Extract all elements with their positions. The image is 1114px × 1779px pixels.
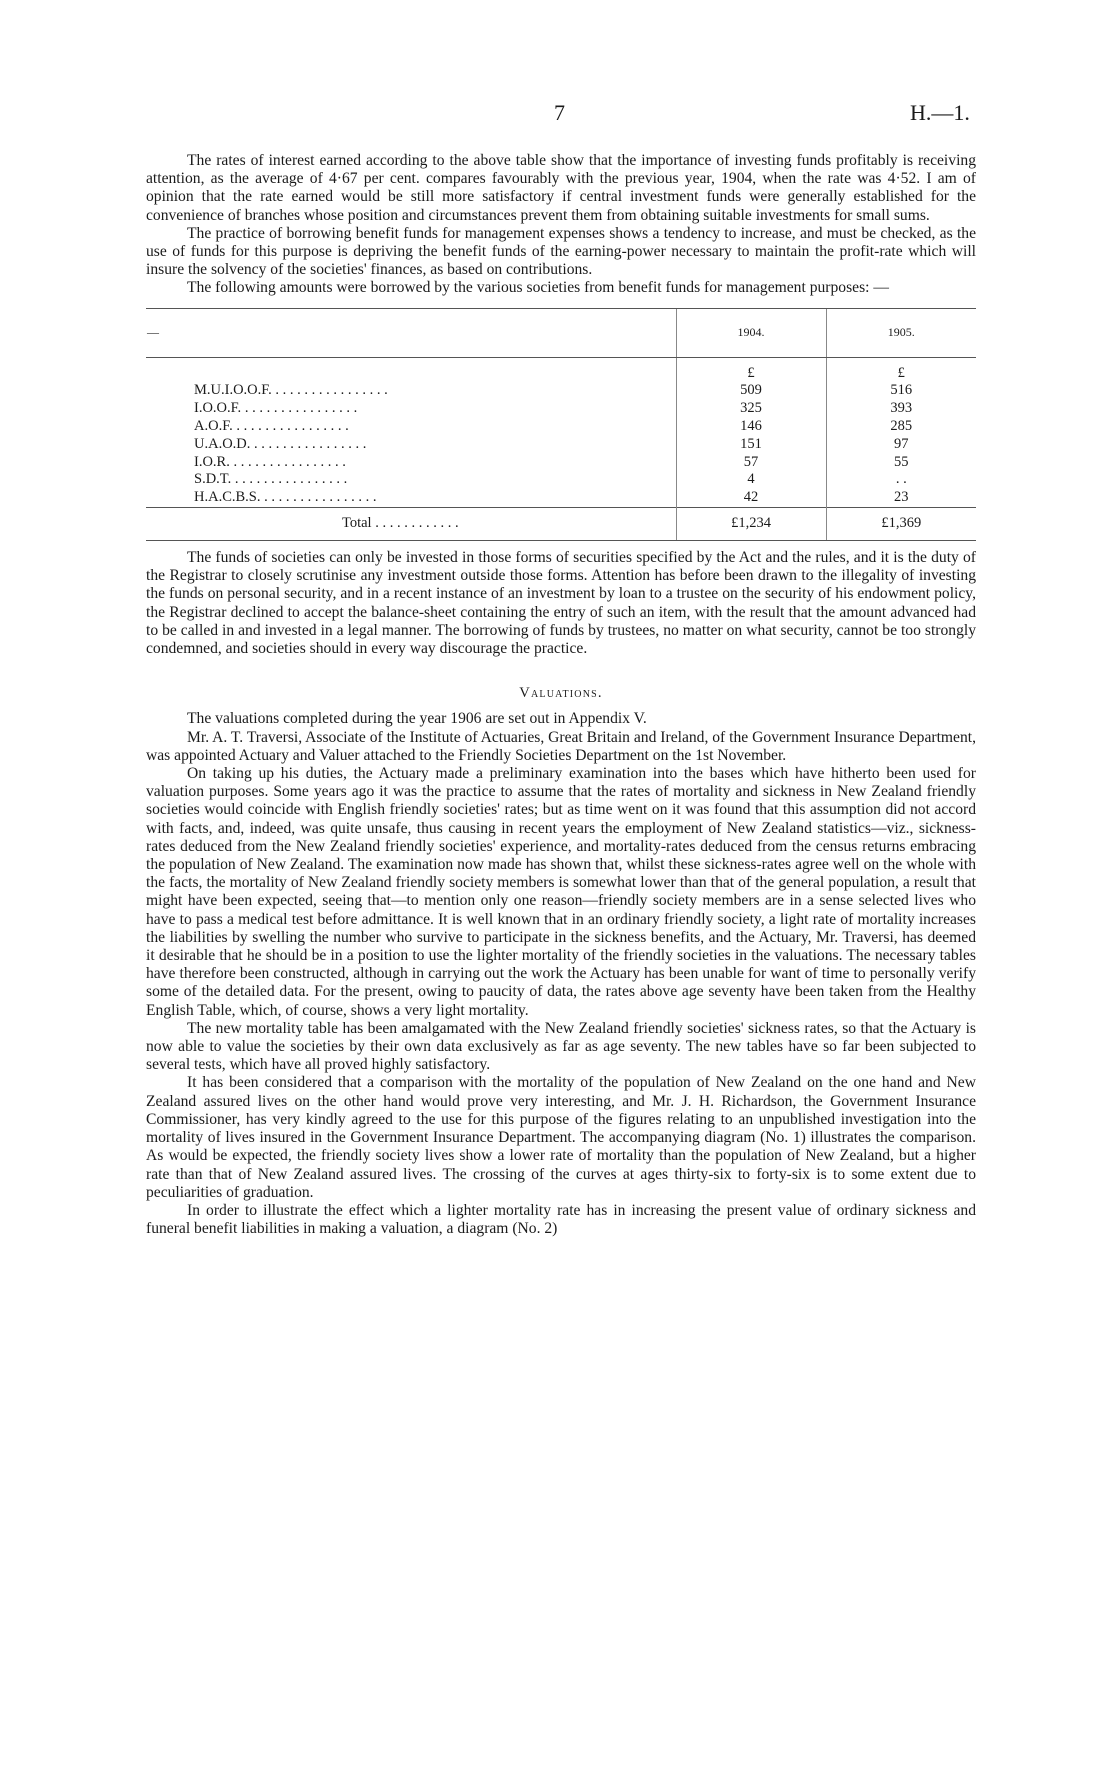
- total-1905: £1,369: [826, 508, 976, 541]
- paragraph-lighter-mortality-effect: In order to illustrate the effect which a lighter mortality rate has in increasing the present value of ordinary sickness and funeral benefit liabilities in making a valuation, a diagram (No. 2): [146, 1201, 976, 1238]
- society-name: A.O.F.: [194, 418, 233, 435]
- value-1904: 325: [676, 400, 826, 418]
- table-header-row: [146, 308, 976, 357]
- society-name: S.D.T.: [194, 471, 232, 488]
- society-name: U.A.O.D.: [194, 435, 251, 452]
- value-1904: 146: [676, 418, 826, 436]
- value-1904: 4: [676, 471, 826, 489]
- borrowed-amounts-table: [146, 308, 976, 541]
- paragraph-mortality-examination: On taking up his duties, the Actuary made a preliminary examination into the bases which have hitherto been used for valuation purposes. Some years ago it was the practice to assume that the rates of mortality and sickness in New Zealand friendly societies would coincide with English friendly societies' rates; but as time went on it was found that this assumption did not accord with facts, and, indeed, was quite unsafe, thus causing in recent years the employment of New Zealand statistics—viz., sickness-rates deduced from the New Zealand friendly societies' experience, and mortality-rates deduced from the census returns embracing the population of New Zealand. The examination now made has shown that, whilst these sickness-rates agree well on the whole with the facts, the mortality of New Zealand friendly society members is somewhat lower than that of the general population, a result that might have been expected, seeing that—to mention only one reason—friendly society members are in a sense selected lives who have to pass a medical test before admittance. It is well known that in an ordinary friendly society, a light rate of mortality increases the liabilities by swelling the number who survive to participate in the sickness benefits, and the Actuary, Mr. Traversi, has deemed it desirable that he should be in a position to use the lighter mortality of the friendly societies in the valuations. The necessary tables have therefore been constructed, although in carrying out the work the Actuary has been unable for want of time to personally verify some of the detailed data. For the present, owing to paucity of data, the rates above age seventy have been taken from the Healthy English Table, which, of course, shows a very light mortality.: [146, 765, 976, 1019]
- leader-dots: . . . . . . . . . . . .: [375, 515, 459, 532]
- paragraph-investment-rules: The funds of societies can only be invested in those forms of securities specified by the Act and the rules, and it is the duty of the Registrar to closely scrutinise any investment outside those forms. Attention has before been drawn to the illegality of investing the funds on personal security, and in a recent instance of an investment by loan to a trustee on the security of his endowment policy, the Registrar declined to accept the balance-sheet containing the entry of such an item, with the result that the amount advanced had to be called in and invested in a legal manner. The borrowing of funds by trustees, no matter on what security, cannot be too strongly condemned, and societies should in every way discourage the practice.: [146, 549, 976, 658]
- society-name: H.A.C.B.S.: [194, 489, 261, 506]
- paragraph-borrowing-practice: The practice of borrowing benefit funds for management expenses shows a tendency to increase, and must be checked, as the use of funds for this purpose is depriving the benefit funds of the earning-power necessary to maintain the profit-rate which will insure the solvency of the societies' finances, as based on contributions.: [146, 224, 976, 279]
- table-row: [146, 382, 976, 400]
- leader-dots: . . . . . . . . . . . . . . . .: [236, 418, 349, 435]
- paragraph-interest-rates: The rates of interest earned according to the above table show that the importance of investing funds profitably is receiving attention, as the average of 4·67 per cent. compares favourably with the previous year, 1904, when the rate was 4·52. I am of opinion that the rate earned would be still more satisfactory if central investment funds were generally established for the convenience of branches whose position and circumstances prevent them from obtaining suitable investments for small sums.: [146, 152, 976, 224]
- leader-dots: . . . . . . . . . . . . . . . .: [233, 453, 346, 470]
- value-1904: 57: [676, 454, 826, 472]
- value-1904: 151: [676, 436, 826, 454]
- table-row: [146, 418, 976, 436]
- paragraph-new-mortality-table: The new mortality table has been amalgamated with the New Zealand friendly societies' sickness rates, so that the Actuary is now able to value the societies by their own data exclusively as far as age seventy. The new tables have so far been subjected to several tests, which have all proved highly satisfactory.: [146, 1019, 976, 1074]
- leader-dots: . . . . . . . . . . . . . . . .: [234, 471, 348, 488]
- document-reference: H.—1.: [910, 100, 970, 125]
- unit-1904: £: [676, 357, 826, 382]
- paragraph-valuations-appendix: The valuations completed during the year 1906 are set out in Appendix V.: [187, 710, 647, 728]
- leader-dots: . . . . . . . . . . . . . . . .: [254, 435, 367, 452]
- currency-unit-row: [146, 357, 976, 382]
- value-1905: 516: [826, 382, 976, 400]
- section-heading-valuations: Valuations.: [519, 685, 603, 702]
- page-number: 7: [554, 100, 565, 125]
- page-body: [146, 152, 976, 1238]
- table-row: [146, 489, 976, 507]
- society-name: M.U.I.O.O.F.: [194, 382, 272, 399]
- total-1904: £1,234: [676, 508, 826, 541]
- value-1905: 55: [826, 454, 976, 472]
- value-1905: . .: [826, 471, 976, 489]
- column-header-1904: 1904.: [676, 308, 826, 357]
- column-header-1905: 1905.: [826, 308, 976, 357]
- unit-1905: £: [826, 357, 976, 382]
- value-1905: 393: [826, 400, 976, 418]
- table-row: [146, 471, 976, 489]
- society-column-header: —: [146, 308, 676, 357]
- society-name: I.O.O.F.: [194, 400, 242, 417]
- leader-dots: . . . . . . . . . . . . . . . .: [264, 489, 377, 506]
- paragraph-actuary-appointment: Mr. A. T. Traversi, Associate of the Institute of Actuaries, Great Britain and Ireland, of the Government Insurance Department, was appointed Actuary and Valuer attached to the Friendly Societies Department on the 1st November.: [146, 728, 976, 764]
- table-row: [146, 454, 976, 472]
- leader-dots: . . . . . . . . . . . . . . . .: [244, 400, 358, 417]
- total-row: [146, 508, 976, 541]
- paragraph-amounts-intro: The following amounts were borrowed by the various societies from benefit funds for management purposes: —: [187, 279, 889, 297]
- society-name: I.O.R.: [194, 453, 230, 470]
- value-1905: 23: [826, 489, 976, 507]
- value-1905: 97: [826, 436, 976, 454]
- paragraph-mortality-comparison: It has been considered that a comparison with the mortality of the population of New Zealand on the one hand and New Zealand assured lives on the other hand would prove very interesting, and Mr. J. H. Richardson, the Government Insurance Commissioner, has very kindly agreed to the use for this purpose of the figures relating to an unpublished investigation into the mortality of lives insured in the Government Insurance Department. The accompanying diagram (No. 1) illustrates the comparison. As would be expected, the friendly society lives show a lower rate of mortality than the population of New Zealand, but a higher rate than that of New Zealand assured lives. The crossing of the curves at ages thirty-six to forty-six is to some extent due to peculiarities of graduation.: [146, 1074, 976, 1201]
- value-1904: 42: [676, 489, 826, 507]
- total-label: Total: [342, 515, 372, 532]
- value-1905: 285: [826, 418, 976, 436]
- table-row: [146, 436, 976, 454]
- table-row: [146, 400, 976, 418]
- leader-dots: . . . . . . . . . . . . . . . .: [275, 382, 388, 399]
- value-1904: 509: [676, 382, 826, 400]
